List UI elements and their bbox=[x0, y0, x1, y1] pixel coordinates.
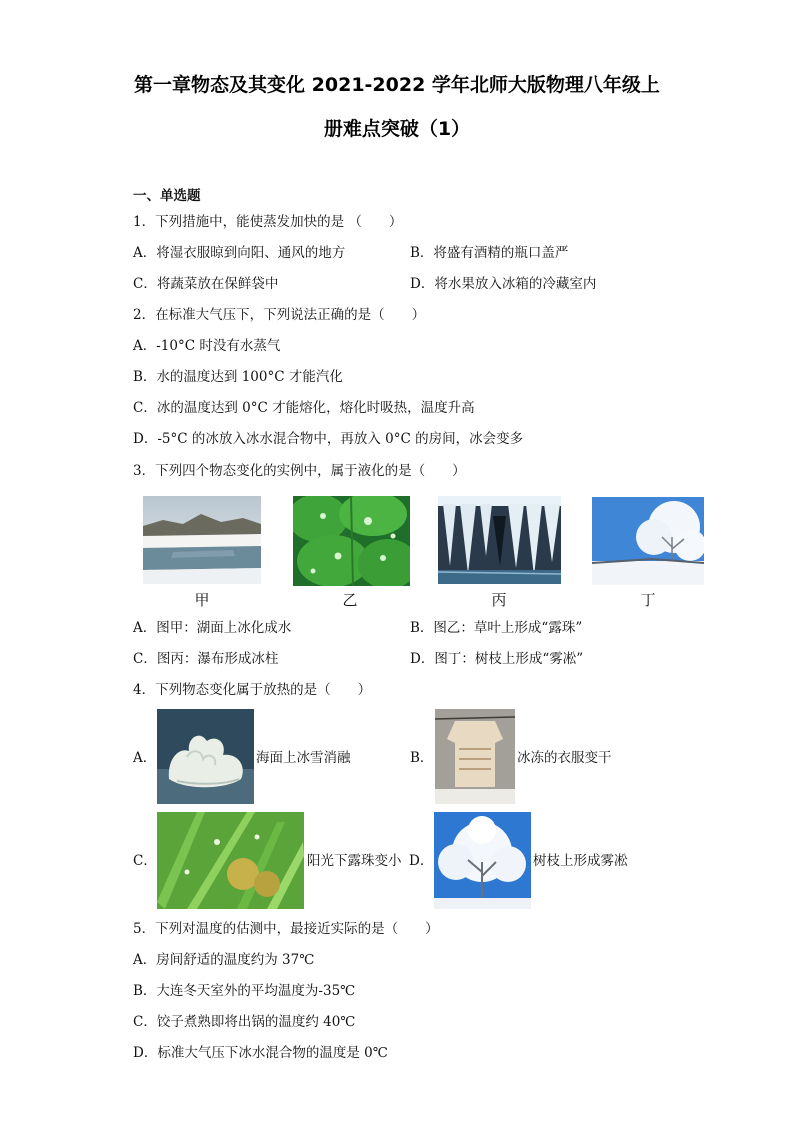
q2-option-a: A．-10°C 时没有水蒸气 bbox=[133, 338, 281, 354]
q4-option-a-label: A． bbox=[133, 750, 157, 766]
q5-option-b: B．大连冬天室外的平均温度为-35℃ bbox=[133, 983, 356, 999]
q4-option-c-text: 阳光下露珠变小 bbox=[307, 853, 402, 869]
q4-option-b-label: B． bbox=[410, 750, 434, 766]
document-title-line-2: 册难点突破（1） bbox=[323, 118, 471, 140]
q4-option-d-text: 树枝上形成雾凇 bbox=[533, 853, 628, 869]
q4-image-rime-tree bbox=[434, 812, 531, 909]
q2-stem: 2．在标准大气压下，下列说法正确的是（ ） bbox=[133, 307, 426, 323]
document-title-line-1: 第一章物态及其变化 2021-2022 学年北师大版物理八年级上 bbox=[134, 74, 660, 96]
q3-option-d: D．图丁：树枝上形成“雾凇” bbox=[410, 651, 584, 667]
q1-option-a: A．将湿衣服晾到向阳、通风的地方 bbox=[133, 245, 346, 261]
q2-option-c: C．冰的温度达到 0°C 才能熔化，熔化时吸热，温度升高 bbox=[133, 400, 475, 416]
q3-image-dew-on-leaves bbox=[293, 496, 410, 586]
q3-caption-yi: 乙 bbox=[342, 591, 358, 609]
q3-caption-ding: 丁 bbox=[640, 591, 656, 609]
q3-stem: 3．下列四个物态变化的实例中，属于液化的是（ ） bbox=[133, 463, 466, 479]
q3-option-a: A．图甲：湖面上冰化成水 bbox=[133, 620, 292, 636]
q5-option-c: C．饺子煮熟即将出锅的温度约 40℃ bbox=[133, 1014, 356, 1030]
q3-image-frozen-waterfall bbox=[438, 496, 561, 584]
q1-option-b: B．将盛有酒精的瓶口盖严 bbox=[410, 245, 569, 261]
q2-option-b: B．水的温度达到 100°C 才能汽化 bbox=[133, 369, 343, 385]
q4-option-a-text: 海面上冰雪消融 bbox=[256, 750, 351, 766]
q5-option-d: D．标准大气压下冰水混合物的温度是 0℃ bbox=[133, 1045, 388, 1061]
q3-image-rime-trees bbox=[592, 497, 704, 585]
q5-stem: 5．下列对温度的估测中，最接近实际的是（ ） bbox=[133, 921, 439, 937]
q3-option-b: B．图乙：草叶上形成“露珠” bbox=[410, 620, 583, 636]
q3-caption-bing: 丙 bbox=[491, 591, 507, 609]
section-heading: 一、单选题 bbox=[133, 188, 201, 204]
q4-option-c-label: C． bbox=[133, 853, 157, 869]
q3-caption-jia: 甲 bbox=[194, 591, 210, 609]
q4-image-melting-ice bbox=[157, 709, 254, 804]
q2-option-d: D．-5°C 的冰放入冰水混合物中，再放入 0°C 的房间，冰会变多 bbox=[133, 431, 524, 447]
q1-stem: 1．下列措施中，能使蒸发加快的是 （ ） bbox=[133, 214, 403, 230]
q4-image-frozen-clothes bbox=[435, 709, 515, 804]
q5-option-a: A．房间舒适的温度约为 37℃ bbox=[133, 952, 315, 968]
q1-option-d: D．将水果放入冰箱的冷藏室内 bbox=[410, 276, 597, 292]
q1-option-c: C．将蔬菜放在保鲜袋中 bbox=[133, 276, 279, 292]
q3-option-c: C．图丙：瀑布形成冰柱 bbox=[133, 651, 279, 667]
q4-image-dew-in-sun bbox=[157, 812, 304, 909]
q3-image-frozen-lake bbox=[143, 496, 261, 584]
q4-option-d-label: D． bbox=[409, 853, 434, 869]
q4-option-b-text: 冰冻的衣服变干 bbox=[517, 750, 612, 766]
q4-stem: 4．下列物态变化属于放热的是（ ） bbox=[133, 682, 372, 698]
